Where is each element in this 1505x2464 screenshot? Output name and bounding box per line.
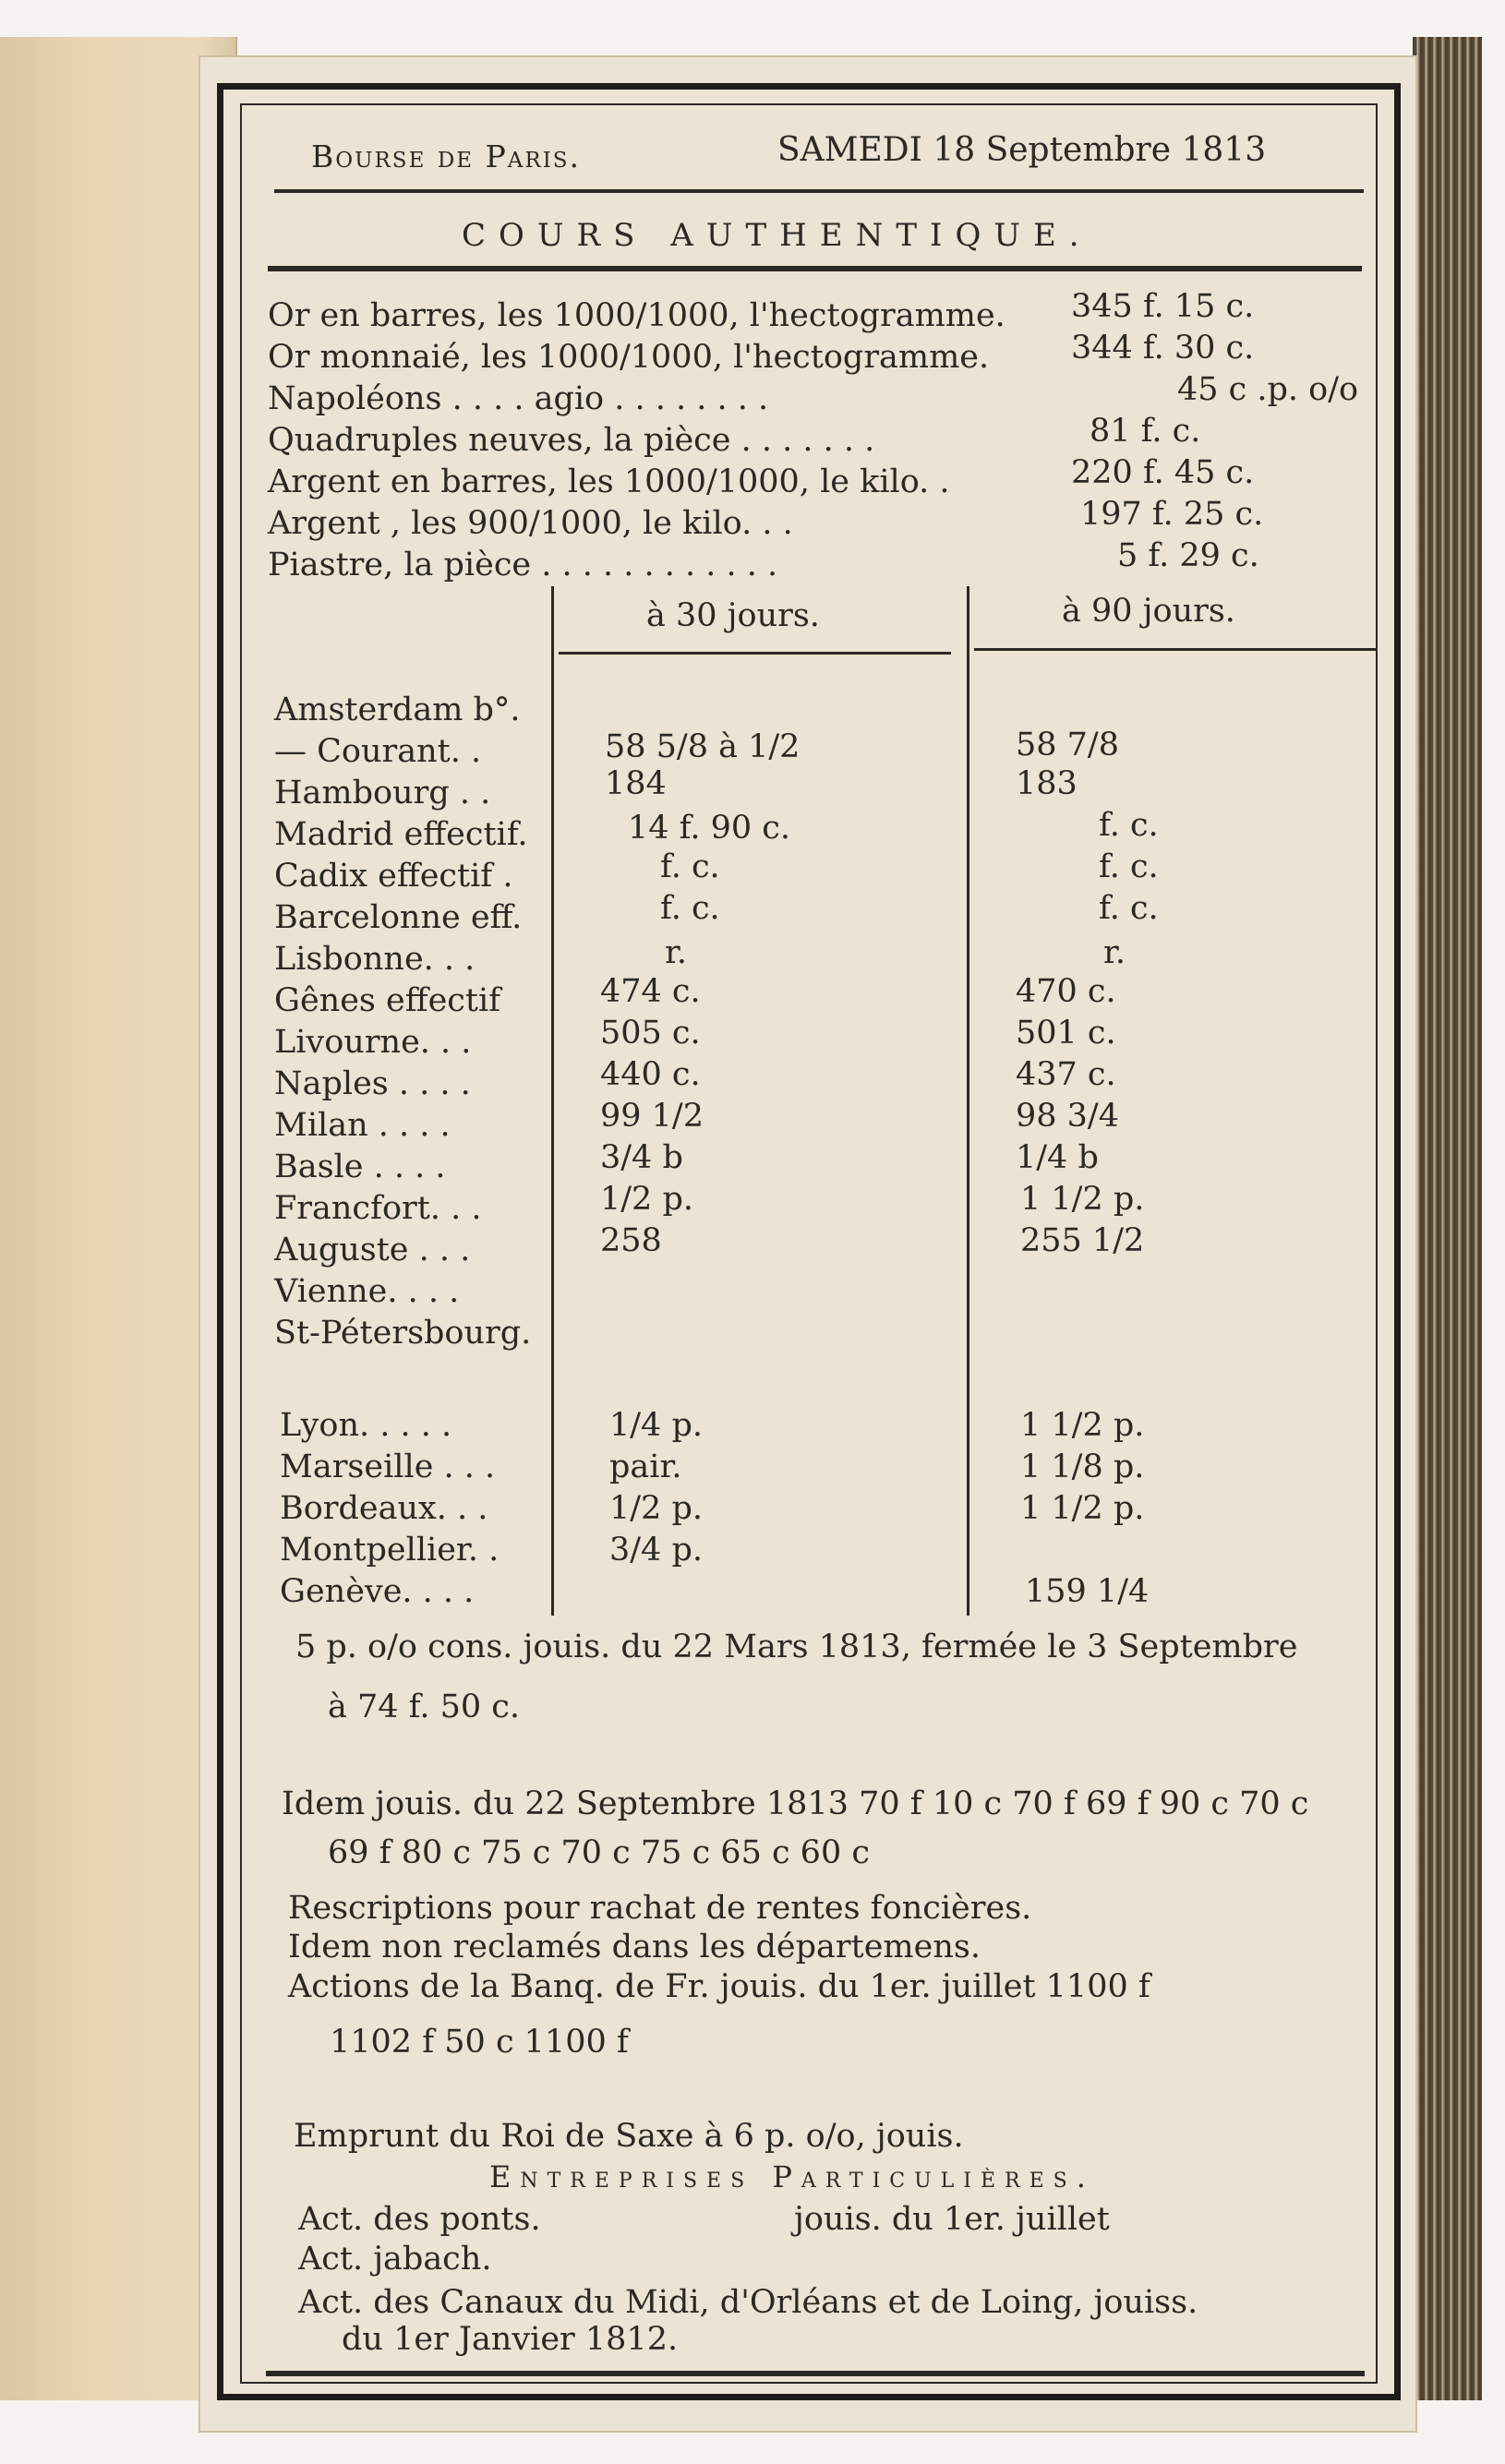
table-row-30: 99 1/2 xyxy=(600,1098,704,1135)
actions-banque-line1: Actions de la Banq. de Fr. jouis. du 1er. juillet 1100 f xyxy=(288,1968,1150,2005)
metal-label: Or monnaié, les 1000/1000, l'hectogramme. xyxy=(268,339,990,376)
rente-5pct-line1: 5 p. o/o cons. jouis. du 22 Mars 1813, fermée le 3 Septembre xyxy=(295,1629,1298,1665)
table-row-90: f. c. xyxy=(1099,807,1159,844)
table-row-90: 1 1/2 p. xyxy=(1020,1181,1145,1218)
metal-value: 344 f. 30 c. xyxy=(1071,330,1255,367)
table-row-place: Hambourg . . xyxy=(274,775,491,811)
header-rule-top xyxy=(274,189,1364,193)
table-row-place: Montpellier. . xyxy=(280,1532,500,1569)
act-canaux-line2: du 1er Janvier 1812. xyxy=(342,2321,679,2358)
rescriptions: Rescriptions pour rachat de rentes foncières. xyxy=(288,1890,1032,1927)
table-row-30: 1/2 p. xyxy=(609,1490,703,1527)
column-rule-30 xyxy=(559,652,951,655)
column-rule-90 xyxy=(974,648,1376,651)
table-row-place: Bordeaux. . . xyxy=(280,1490,488,1527)
metal-value: 345 f. 15 c. xyxy=(1071,288,1255,325)
table-row-90: 58 7/8 xyxy=(1016,727,1119,763)
act-ponts: Act. des ponts. xyxy=(298,2201,541,2238)
header-rule-bottom xyxy=(268,266,1362,271)
table-row-30: 505 c. xyxy=(600,1015,701,1052)
actions-banque-line2: 1102 f 50 c 1100 f xyxy=(330,2024,629,2061)
table-row-90: 1 1/2 p. xyxy=(1020,1407,1145,1444)
entreprises-heading: Entreprises Particulières. xyxy=(489,2159,1095,2194)
table-row-30: r. xyxy=(665,934,688,971)
table-row-place: Madrid effectif. xyxy=(274,816,528,853)
table-row-30: 3/4 p. xyxy=(609,1532,703,1569)
rente-5pct-line2: à 74 f. 50 c. xyxy=(328,1689,521,1725)
column-divider-right xyxy=(967,586,969,1616)
table-row-place: Milan . . . . xyxy=(274,1107,451,1144)
table-row-30: f. c. xyxy=(660,890,720,927)
table-row-90: f. c. xyxy=(1099,890,1159,927)
header-left: Bourse de Paris. xyxy=(311,138,582,174)
metal-value: 5 f. 29 c. xyxy=(1117,537,1259,574)
rente-idem-line1: Idem jouis. du 22 Septembre 1813 70 f 10 c 70 f 69 f 90 c 70 c xyxy=(282,1785,1309,1822)
column-header-90-days: à 90 jours. xyxy=(1062,593,1235,630)
table-row-90: 98 3/4 xyxy=(1016,1098,1119,1135)
metal-label: Or en barres, les 1000/1000, l'hectogramme. xyxy=(268,297,1005,334)
table-row-place: Barcelonne eff. xyxy=(274,899,523,936)
act-canaux-line1: Act. des Canaux du Midi, d'Orléans et de Loing, jouiss. xyxy=(298,2284,1198,2321)
table-row-90: 1 1/8 p. xyxy=(1020,1448,1145,1485)
metal-value: 81 f. c. xyxy=(1090,413,1201,450)
table-row-place: Francfort. . . xyxy=(274,1190,482,1227)
page-title: COURS AUTHENTIQUE. xyxy=(462,217,1092,254)
table-row-90: 437 c. xyxy=(1016,1056,1116,1093)
column-divider-left xyxy=(551,586,554,1616)
table-row-90: 255 1/2 xyxy=(1020,1222,1145,1259)
table-row-90: 470 c. xyxy=(1016,973,1116,1010)
table-row-place: Amsterdam b°. xyxy=(274,691,521,728)
table-row-90: 501 c. xyxy=(1016,1015,1116,1052)
idem-non-reclames: Idem non reclamés dans les départemens. xyxy=(288,1929,981,1965)
table-row-place: Gênes effectif xyxy=(274,982,501,1019)
table-row-90: 159 1/4 xyxy=(1025,1573,1150,1610)
table-row-place: Lisbonne. . . xyxy=(274,941,476,978)
table-row-place: Basle . . . . xyxy=(274,1148,446,1185)
table-row-30: 474 c. xyxy=(600,973,701,1010)
act-jabach: Act. jabach. xyxy=(298,2241,492,2278)
table-row-30: f. c. xyxy=(660,848,720,885)
metal-label: Argent , les 900/1000, le kilo. . . xyxy=(268,505,793,542)
table-row-place: Auguste . . . xyxy=(274,1232,471,1268)
metal-value: 197 f. 25 c. xyxy=(1080,496,1264,533)
table-row-place: Livourne. . . xyxy=(274,1024,472,1061)
table-row-place: — Courant. . xyxy=(274,733,482,770)
table-row-30: 258 xyxy=(600,1222,662,1259)
table-row-place: Naples . . . . xyxy=(274,1065,471,1102)
metal-label: Quadruples neuves, la pièce . . . . . . . xyxy=(268,422,875,459)
metal-label: Argent en barres, les 1000/1000, le kilo. . xyxy=(268,463,950,500)
emprunt-saxe: Emprunt du Roi de Saxe à 6 p. o/o, jouis. xyxy=(294,2118,964,2155)
table-row-place: St-Pétersbourg. xyxy=(274,1315,532,1352)
table-row-place: Lyon. . . . . xyxy=(280,1407,452,1444)
footer-rule xyxy=(266,2371,1365,2376)
metal-label: Piastre, la pièce . . . . . . . . . . . . xyxy=(268,547,778,583)
header-date: SAMEDI 18 Septembre 1813 xyxy=(777,131,1267,169)
metal-value: 45 c .p. o/o xyxy=(1177,371,1359,408)
table-row-90: 1/4 b xyxy=(1016,1139,1099,1176)
table-row-place: Vienne. . . . xyxy=(274,1273,460,1310)
table-row-30: 1/2 p. xyxy=(600,1181,693,1218)
table-row-30: 3/4 b xyxy=(600,1139,683,1176)
table-row-90: 1 1/2 p. xyxy=(1020,1490,1145,1527)
act-ponts-jouis: jouis. du 1er. juillet xyxy=(794,2201,1110,2238)
table-row-place: Marseille . . . xyxy=(280,1448,496,1485)
table-row-90: r. xyxy=(1103,934,1126,971)
book-right-page-stack xyxy=(1413,37,1482,2400)
table-row-30: 58 5/8 à 1/2 xyxy=(605,728,801,765)
table-row-30: 184 xyxy=(605,765,667,802)
table-row-90: f. c. xyxy=(1099,848,1159,885)
rente-idem-line2: 69 f 80 c 75 c 70 c 75 c 65 c 60 c xyxy=(328,1834,870,1871)
metal-value: 220 f. 45 c. xyxy=(1071,454,1255,491)
table-row-90: 183 xyxy=(1016,765,1078,802)
table-row-30: pair. xyxy=(609,1448,682,1485)
table-row-30: 440 c. xyxy=(600,1056,701,1093)
column-header-30-days: à 30 jours. xyxy=(646,597,820,634)
metal-label: Napoléons . . . . agio . . . . . . . . xyxy=(268,380,769,417)
table-row-place: Genève. . . . xyxy=(280,1573,475,1610)
table-row-place: Cadix effectif . xyxy=(274,858,513,895)
table-row-30: 14 f. 90 c. xyxy=(628,810,791,847)
table-row-30: 1/4 p. xyxy=(609,1407,703,1444)
